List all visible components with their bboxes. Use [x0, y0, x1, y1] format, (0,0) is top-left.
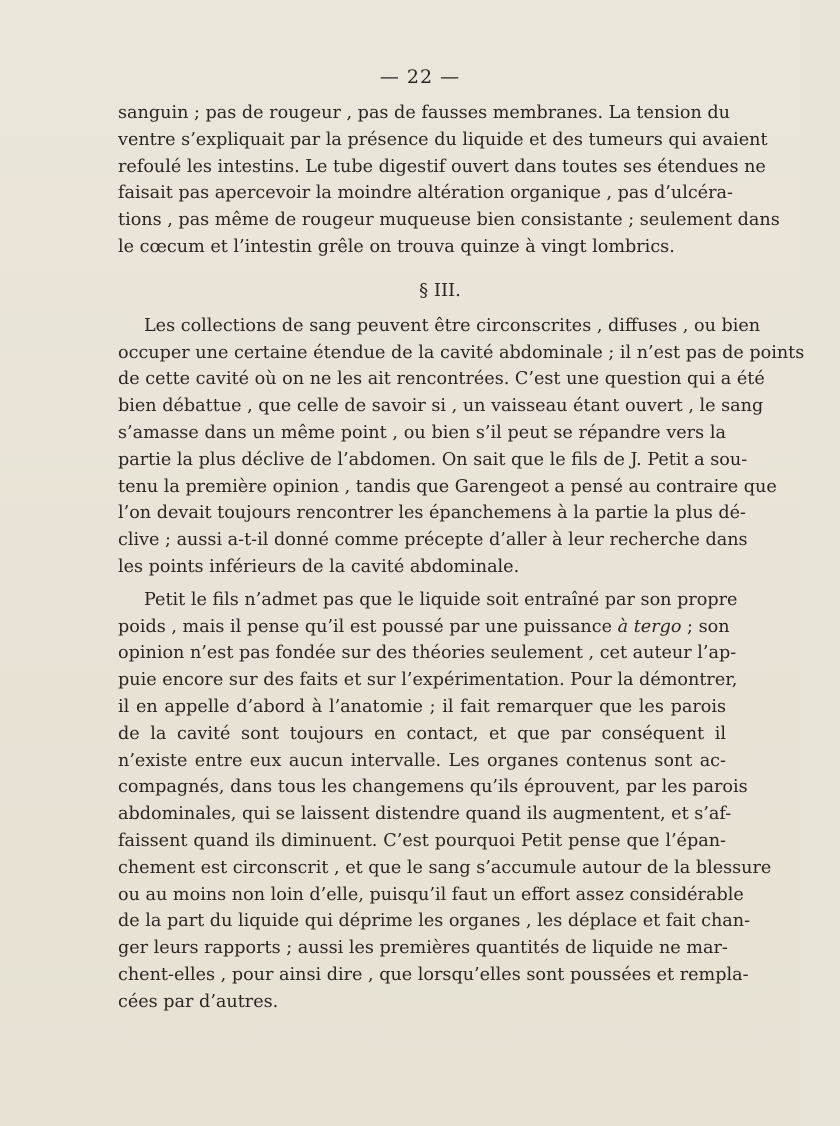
text-line: il en appelle d’abord à l’anatomie ; il fait remarquer que les parois [118, 696, 726, 717]
text-line: abdominales, qui se laissent distendre quand ils augmentent, et s’af- [118, 804, 732, 825]
text-line: de la part du liquide qui déprime les organes , les déplace et fait chan- [118, 911, 751, 932]
text-line: cées par d’autres. [118, 991, 279, 1012]
text-line: chement est circonscrit , et que le sang s’accumule autour de la blessure [118, 857, 772, 878]
text-line: les points inférieurs de la cavité abdominale. [118, 556, 520, 577]
text-line: de cette cavité où on ne les ait rencontrées. C’est une question qui a été [118, 369, 765, 390]
text-line: Les collections de sang peuvent être circonscrites , diffuses , ou bien [144, 315, 761, 336]
text-line: puie encore sur des faits et sur l’expérimentation. Pour la démontrer, [118, 670, 738, 691]
text-line: ger leurs rapports ; aussi les premières quantités de liquide ne mar- [118, 938, 728, 959]
text-line: Petit le fils n’admet pas que le liquide soit entraîné par son propre [144, 589, 738, 610]
text-line: partie la plus déclive de l’abdomen. On sait que le fils de J. Petit a sou- [118, 449, 748, 470]
text-line: l’on devait toujours rencontrer les épanchemens à la partie la plus dé- [118, 503, 746, 524]
text-line: sanguin ; pas de rougeur , pas de fausses membranes. La tension du [118, 103, 730, 123]
italic-phrase: à tergo [617, 616, 682, 637]
text-segment: poids , mais il pense qu’il est poussé par une puissance [118, 616, 618, 637]
text-line: opinion n’est pas fondée sur des théories seulement , cet auteur l’ap- [118, 643, 737, 664]
text-line: faisait pas apercevoir la moindre altération organique , pas d’ulcéra- [118, 183, 733, 204]
text-line: tions , pas même de rougeur muqueuse bien consistante ; seulement dans [118, 210, 780, 231]
paragraph-section-3 [118, 313, 805, 581]
text-line: n’existe entre eux aucun intervalle. Les organes contenus sont ac- [118, 750, 726, 771]
text-line: clive ; aussi a-t-il donné comme précepte d’aller à leur recherche dans [118, 530, 748, 551]
paragraph-continuation [118, 100, 780, 261]
text-line: occuper une certaine étendue de la cavité abdominale ; il n’est pas de points [118, 342, 805, 363]
text-line: faissent quand ils diminuent. C’est pourquoi Petit pense que l’épan- [118, 830, 726, 851]
page-number: — 22 — [379, 66, 461, 88]
paragraph-petit [118, 587, 772, 1016]
text-line: ou au moins non loin d’elle, puisqu’il faut un effort assez considérable [118, 884, 744, 905]
text-line: s’amasse dans un même point , ou bien s’il peut se répandre vers la [118, 422, 726, 443]
text-line: bien débattue , que celle de savoir si , un vaisseau étant ouvert , le sang [118, 396, 764, 417]
section-heading: § III. [419, 279, 461, 301]
text-line: ventre s’expliquait par la présence du liquide et des tumeurs qui avaient [118, 129, 768, 150]
text-line: tenu la première opinion , tandis que Garengeot a pensé au contraire que [118, 476, 777, 497]
body-text [118, 100, 805, 1016]
text-segment: ; son [681, 616, 730, 637]
text-line-with-italic [118, 614, 730, 641]
text-line: refoulé les intestins. Le tube digestif ouvert dans toutes ses étendues ne [118, 156, 766, 177]
text-line: le cœcum et l’intestin grêle on trouva quinze à vingt lombrics. [118, 236, 675, 257]
text-line: de la cavité sont toujours en contact, et que par conséquent il [118, 723, 726, 744]
text-line: chent-elles , pour ainsi dire , que lorsqu’elles sont poussées et rempla- [118, 964, 749, 985]
text-line: compagnés, dans tous les changemens qu’ils éprouvent, par les parois [118, 777, 748, 798]
